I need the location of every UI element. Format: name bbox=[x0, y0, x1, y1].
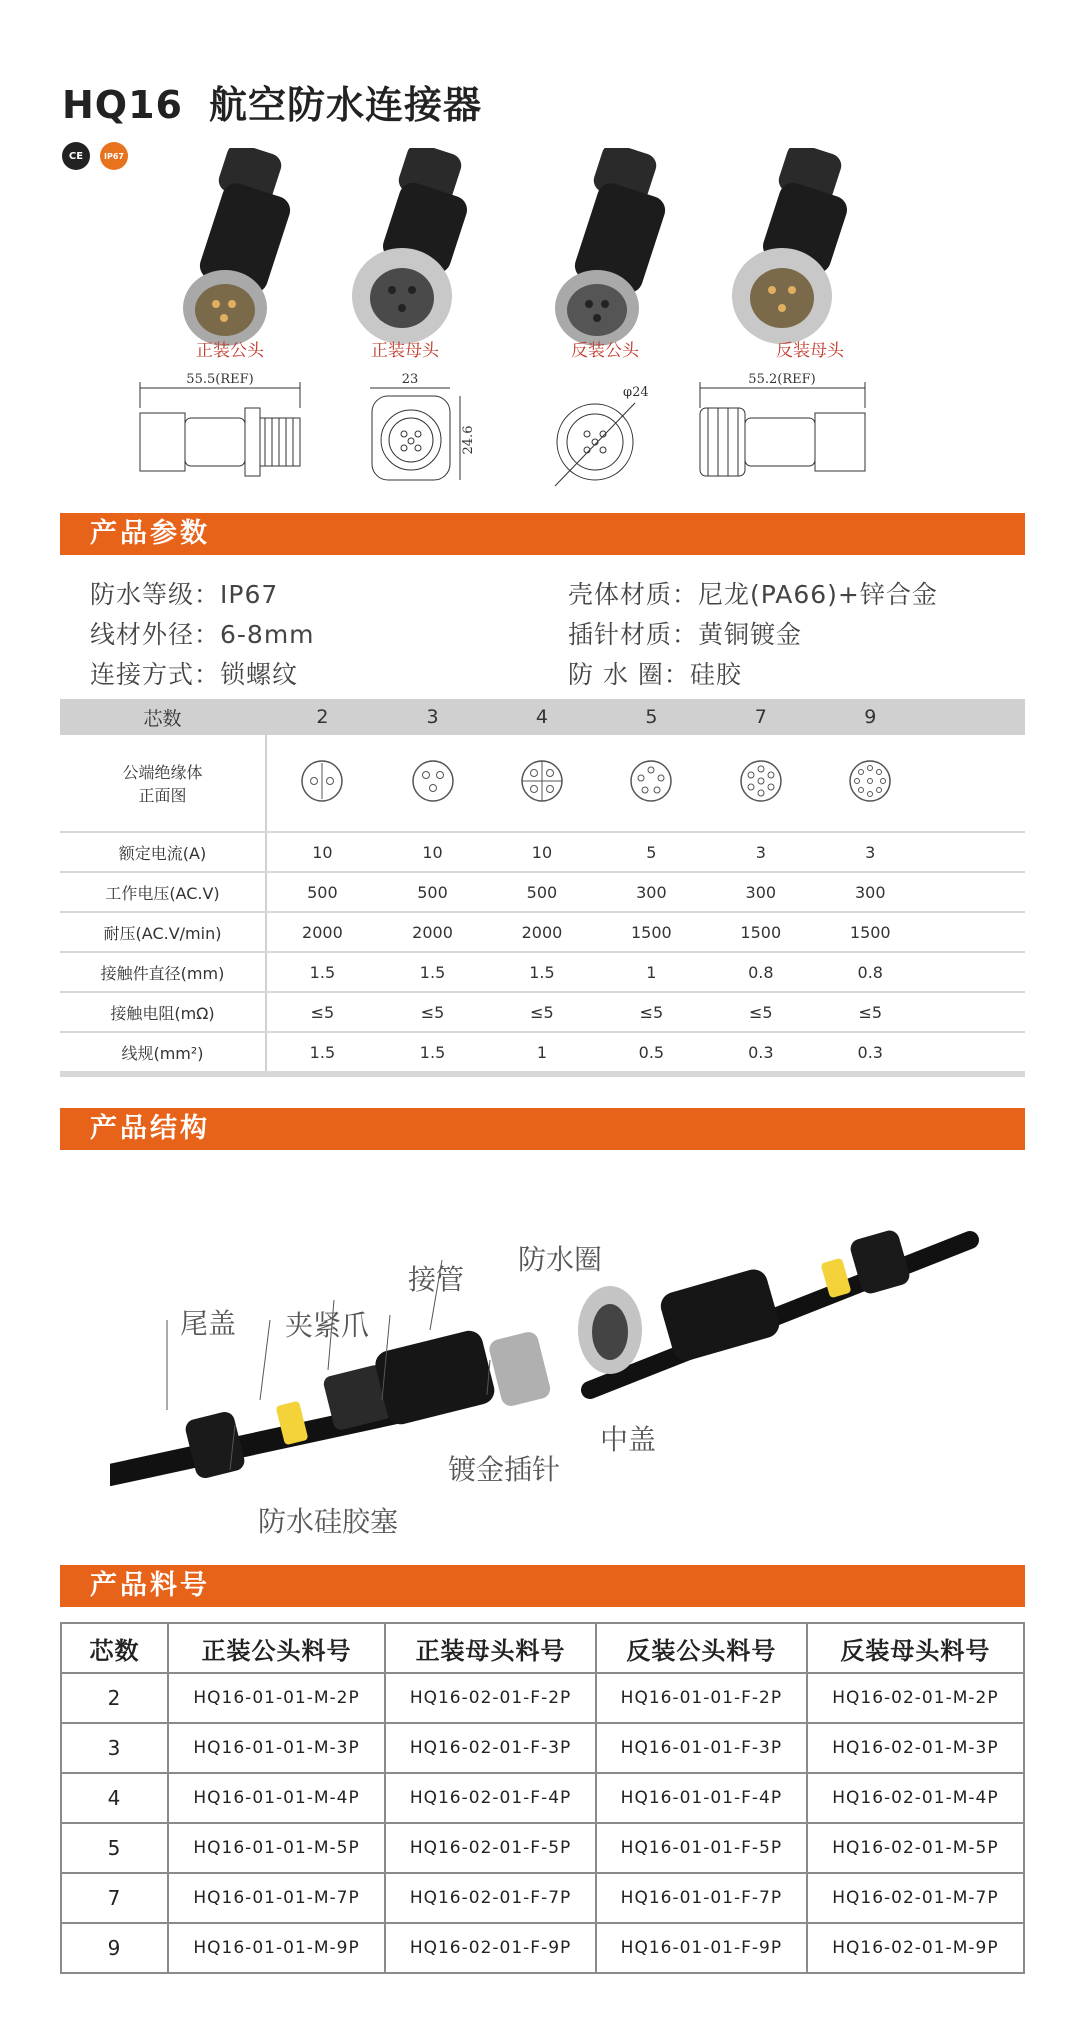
spec-row-label: 线规(mm²) bbox=[60, 1032, 266, 1074]
spec-header-cell: 2 bbox=[266, 699, 378, 735]
part-cell: HQ16-02-01-M-5P bbox=[807, 1823, 1024, 1873]
spec-header-spacer bbox=[925, 699, 1025, 735]
product-label-reverse-female: 反装母头 bbox=[776, 341, 844, 361]
part-row bbox=[61, 1873, 1024, 1923]
part-header-cell: 芯数 bbox=[61, 1623, 168, 1673]
spec-cell: ≤5 bbox=[816, 992, 926, 1032]
part-cell: HQ16-02-01-F-4P bbox=[385, 1773, 596, 1823]
part-row bbox=[61, 1673, 1024, 1723]
pin-face-9 bbox=[816, 735, 926, 832]
part-cell: HQ16-02-01-F-5P bbox=[385, 1823, 596, 1873]
spec-row-label: 额定电流(A) bbox=[60, 832, 266, 872]
part-cell: HQ16-02-01-F-7P bbox=[385, 1873, 596, 1923]
spec-row bbox=[60, 1032, 1025, 1074]
spec-cell: ≤5 bbox=[597, 992, 706, 1032]
dimension-drawing-side-male bbox=[120, 368, 320, 496]
label-clamp: 夹紧爪 bbox=[285, 1309, 370, 1342]
param-cable-diameter: 线材外径：6-8mm bbox=[90, 620, 315, 649]
spec-cell: 3 bbox=[706, 832, 815, 872]
spec-cell: ≤5 bbox=[487, 992, 596, 1032]
spec-cell: 500 bbox=[378, 872, 487, 912]
spec-cell: 2000 bbox=[266, 912, 378, 952]
part-row bbox=[61, 1773, 1024, 1823]
spec-cell: 0.3 bbox=[706, 1032, 815, 1074]
spec-row bbox=[60, 952, 1025, 992]
part-cell: HQ16-01-01-M-7P bbox=[168, 1873, 385, 1923]
spec-row-label: 工作电压(AC.V) bbox=[60, 872, 266, 912]
spec-cell: 0.8 bbox=[816, 952, 926, 992]
spec-cell: 500 bbox=[487, 872, 596, 912]
dim-length-female: 55.2(REF) bbox=[748, 372, 816, 387]
part-cell: 7 bbox=[61, 1873, 168, 1923]
part-row bbox=[61, 1723, 1024, 1773]
product-label-front-female: 正装母头 bbox=[371, 341, 439, 361]
part-row bbox=[61, 1923, 1024, 1973]
part-cell: HQ16-01-01-M-9P bbox=[168, 1923, 385, 1973]
spec-cell: 2000 bbox=[487, 912, 596, 952]
part-cell: HQ16-01-01-M-5P bbox=[168, 1823, 385, 1873]
param-pin-material: 插针材质：黄铜镀金 bbox=[568, 620, 803, 649]
spec-row-label: 耐压(AC.V/min) bbox=[60, 912, 266, 952]
part-cell: 9 bbox=[61, 1923, 168, 1973]
part-cell: HQ16-01-01-M-2P bbox=[168, 1673, 385, 1723]
spec-cell: 300 bbox=[597, 872, 706, 912]
dim-width: 23 bbox=[401, 372, 419, 387]
label-middle-cap: 中盖 bbox=[600, 1423, 657, 1456]
spec-cell: 10 bbox=[378, 832, 487, 872]
part-cell: HQ16-01-01-M-4P bbox=[168, 1773, 385, 1823]
param-waterproof: 防水等级：IP67 bbox=[90, 580, 279, 609]
label-connector-tube: 接管 bbox=[408, 1263, 465, 1296]
pin-face-5 bbox=[597, 735, 706, 832]
product-label-reverse-male: 反装公头 bbox=[571, 341, 639, 361]
part-cell: HQ16-02-01-M-3P bbox=[807, 1723, 1024, 1773]
part-cell: HQ16-01-01-F-4P bbox=[596, 1773, 807, 1823]
label-gold-pins: 镀金插针 bbox=[448, 1453, 561, 1486]
label-seal-ring: 防水圈 bbox=[518, 1243, 603, 1276]
dim-diameter: φ24 bbox=[623, 385, 649, 400]
spec-spacer bbox=[925, 1032, 1025, 1074]
spec-row bbox=[60, 912, 1025, 952]
part-row bbox=[61, 1823, 1024, 1873]
spec-cell: 1500 bbox=[816, 912, 926, 952]
dimension-drawing-front-female bbox=[360, 368, 480, 496]
dimension-drawing-front-male bbox=[545, 368, 665, 496]
section-header-part-numbers: 产品料号 bbox=[60, 1565, 1025, 1607]
part-cell: 2 bbox=[61, 1673, 168, 1723]
spec-spacer bbox=[925, 735, 1025, 832]
part-cell: HQ16-02-01-M-7P bbox=[807, 1873, 1024, 1923]
part-cell: HQ16-02-01-M-2P bbox=[807, 1673, 1024, 1723]
model-name: HQ16 bbox=[62, 83, 183, 127]
product-label-front-male: 正装公头 bbox=[196, 341, 264, 361]
spec-spacer bbox=[925, 912, 1025, 952]
spec-header-cell: 3 bbox=[378, 699, 487, 735]
spec-row-label: 接触件直径(mm) bbox=[60, 952, 266, 992]
spec-cell: 0.8 bbox=[706, 952, 815, 992]
product-image-front-male bbox=[170, 148, 320, 358]
part-cell: HQ16-01-01-F-7P bbox=[596, 1873, 807, 1923]
spec-cell: ≤5 bbox=[378, 992, 487, 1032]
dimension-drawing-side-female bbox=[690, 368, 890, 496]
spec-cell: 0.3 bbox=[816, 1032, 926, 1074]
part-cell: HQ16-02-01-M-4P bbox=[807, 1773, 1024, 1823]
spec-cell: 10 bbox=[266, 832, 378, 872]
part-cell: HQ16-01-01-F-3P bbox=[596, 1723, 807, 1773]
dim-height: 24.6 bbox=[461, 425, 476, 455]
part-cell: HQ16-02-01-F-2P bbox=[385, 1673, 596, 1723]
part-cell: HQ16-01-01-F-5P bbox=[596, 1823, 807, 1873]
section-header-params: 产品参数 bbox=[60, 513, 1025, 555]
face-label-line2: 正面图 bbox=[138, 786, 187, 805]
part-header-row bbox=[61, 1623, 1024, 1673]
ce-badge: CE bbox=[62, 142, 90, 170]
part-cell: 4 bbox=[61, 1773, 168, 1823]
spec-header-cell: 9 bbox=[816, 699, 926, 735]
spec-cell: 1500 bbox=[706, 912, 815, 952]
param-seal-ring: 防 水 圈：硅胶 bbox=[568, 660, 742, 689]
part-cell: 5 bbox=[61, 1823, 168, 1873]
part-header-cell: 反装母头料号 bbox=[807, 1623, 1024, 1673]
spec-header-cell: 7 bbox=[706, 699, 815, 735]
param-connection: 连接方式：锁螺纹 bbox=[90, 660, 299, 689]
part-header-cell: 反装公头料号 bbox=[596, 1623, 807, 1673]
spec-header-cell: 4 bbox=[487, 699, 596, 735]
spec-cell: 300 bbox=[816, 872, 926, 912]
spec-table bbox=[60, 699, 1025, 1077]
spec-spacer bbox=[925, 832, 1025, 872]
product-image-reverse-female bbox=[720, 148, 870, 358]
spec-cell: 1.5 bbox=[266, 952, 378, 992]
part-header-cell: 正装公头料号 bbox=[168, 1623, 385, 1673]
part-cell: HQ16-01-01-F-2P bbox=[596, 1673, 807, 1723]
pin-face-3 bbox=[378, 735, 487, 832]
pin-face-7 bbox=[706, 735, 815, 832]
spec-spacer bbox=[925, 992, 1025, 1032]
label-tail-cap: 尾盖 bbox=[180, 1307, 237, 1340]
spec-cell: ≤5 bbox=[706, 992, 815, 1032]
dim-length-male: 55.5(REF) bbox=[186, 372, 254, 387]
spec-cell: 1.5 bbox=[378, 1032, 487, 1074]
spec-cell: 500 bbox=[266, 872, 378, 912]
part-cell: HQ16-02-01-M-9P bbox=[807, 1923, 1024, 1973]
spec-cell: 1 bbox=[597, 952, 706, 992]
part-cell: HQ16-02-01-F-9P bbox=[385, 1923, 596, 1973]
section-header-structure: 产品结构 bbox=[60, 1108, 1025, 1150]
spec-header-row bbox=[60, 699, 1025, 735]
spec-row-label: 接触电阻(mΩ) bbox=[60, 992, 266, 1032]
spec-cell: 5 bbox=[597, 832, 706, 872]
param-housing: 壳体材质：尼龙(PA66)+锌合金 bbox=[568, 580, 938, 609]
spec-spacer bbox=[925, 872, 1025, 912]
part-cell: HQ16-02-01-F-3P bbox=[385, 1723, 596, 1773]
pin-face-2 bbox=[266, 735, 378, 832]
spec-face-row bbox=[60, 735, 1025, 832]
spec-spacer bbox=[925, 952, 1025, 992]
spec-cell: 2000 bbox=[378, 912, 487, 952]
product-image-front-female bbox=[340, 148, 490, 358]
spec-cell: 1.5 bbox=[487, 952, 596, 992]
spec-cell: 1.5 bbox=[378, 952, 487, 992]
spec-cell: 1 bbox=[487, 1032, 596, 1074]
spec-cell: 10 bbox=[487, 832, 596, 872]
spec-cell: 0.5 bbox=[597, 1032, 706, 1074]
spec-cell: ≤5 bbox=[266, 992, 378, 1032]
spec-header-cell: 5 bbox=[597, 699, 706, 735]
product-title: 航空防水连接器 bbox=[209, 83, 483, 127]
product-image-reverse-male bbox=[535, 148, 685, 358]
ip67-badge: IP67 bbox=[100, 142, 128, 170]
page-title bbox=[62, 74, 482, 129]
pin-face-4 bbox=[487, 735, 596, 832]
spec-cell: 300 bbox=[706, 872, 815, 912]
spec-row bbox=[60, 872, 1025, 912]
spec-cell: 1.5 bbox=[266, 1032, 378, 1074]
spec-row bbox=[60, 992, 1025, 1032]
spec-header-cell: 芯数 bbox=[60, 699, 266, 735]
spec-cell: 3 bbox=[816, 832, 926, 872]
part-cell: HQ16-01-01-F-9P bbox=[596, 1923, 807, 1973]
face-label-line1: 公端绝缘体 bbox=[122, 763, 203, 782]
part-number-table bbox=[60, 1622, 1025, 1974]
label-silicone-plug: 防水硅胶塞 bbox=[258, 1505, 399, 1538]
face-view-label bbox=[60, 735, 266, 832]
spec-cell: 1500 bbox=[597, 912, 706, 952]
part-header-cell: 正装母头料号 bbox=[385, 1623, 596, 1673]
part-cell: HQ16-01-01-M-3P bbox=[168, 1723, 385, 1773]
spec-row bbox=[60, 832, 1025, 872]
part-cell: 3 bbox=[61, 1723, 168, 1773]
